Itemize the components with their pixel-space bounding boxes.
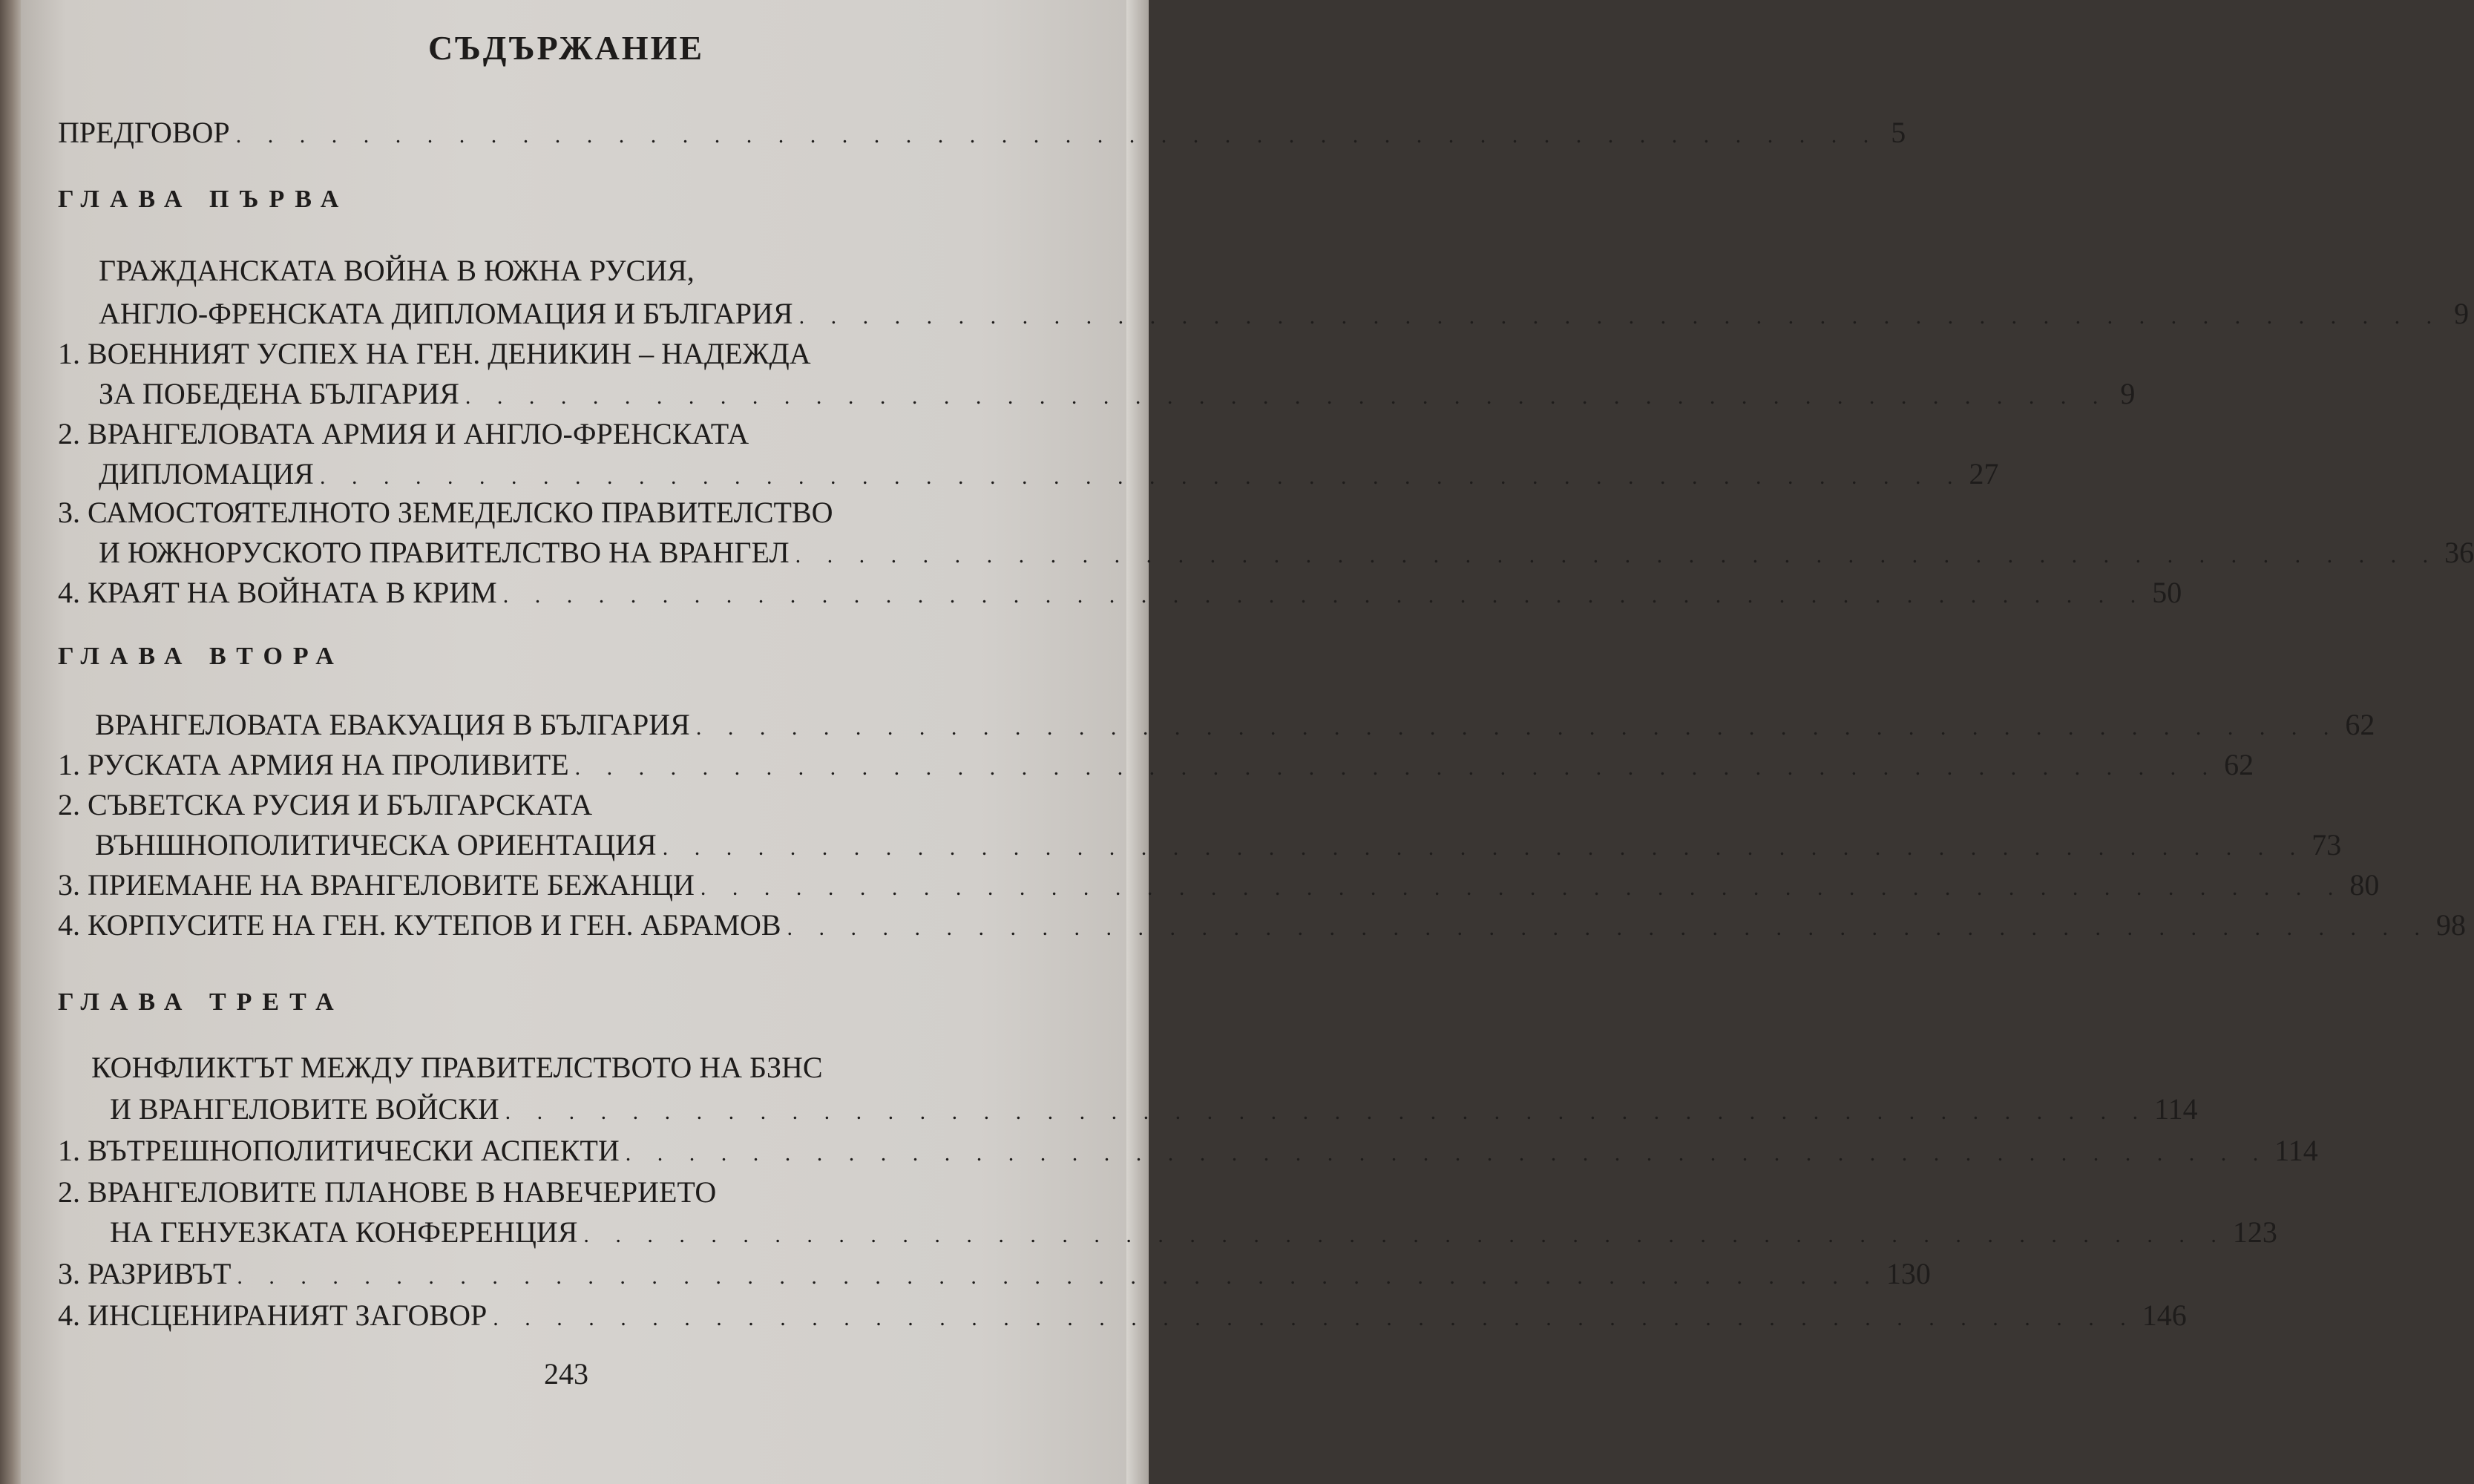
toc-page-number: 36 bbox=[2444, 536, 2474, 569]
dot-leader: . . . . . . . . . . . . . . . . . . . . . . . . . . . . . . . . . . . . . . . . . . . . . . . . . . . . bbox=[235, 123, 1880, 148]
toc-entry-section bbox=[58, 905, 2467, 948]
toc-entry-chapter-title bbox=[99, 294, 2470, 337]
dot-leader: . . . . . . . . . . . . . . . . . . . . . . . . . . . . . . . . . . . . . . . . . . . . . . . . . . . . bbox=[795, 543, 2439, 568]
toc-entry-label: 1. РУСКАТА АРМИЯ НА ПРОЛИВИТЕ bbox=[58, 748, 569, 781]
chapter-heading: ГЛАВА ПЪРВА bbox=[58, 186, 350, 213]
dot-leader: . . . . . . . . . . . . . . . . . . . . . . . . . . . . . . . . . . . . . . . . . . . . . . . . . . . . bbox=[662, 835, 2306, 860]
toc-entry-section bbox=[58, 573, 2182, 616]
toc-entry-chapter-title bbox=[95, 705, 2375, 748]
page-title: СЪДЪРЖАНИЕ bbox=[427, 29, 705, 67]
toc-page-number: 5 bbox=[1891, 116, 1906, 149]
toc-page-number: 62 bbox=[2224, 748, 2254, 781]
toc-page-number: 114 bbox=[2274, 1134, 2318, 1167]
toc-page-number: 130 bbox=[1886, 1257, 1931, 1290]
section-line: 2. СЪВЕТСКА РУСИЯ И БЪЛГАРСКАТА bbox=[58, 788, 593, 821]
toc-entry-section bbox=[58, 1254, 1931, 1297]
toc-page-number: 62 bbox=[2345, 708, 2375, 741]
toc-page-number: 80 bbox=[2349, 868, 2380, 902]
toc-page-number: 98 bbox=[2436, 908, 2467, 942]
dot-leader: . . . . . . . . . . . . . . . . . . . . . . . . . . . . . . . . . . . . . . . . . . . . . . . . . . . . bbox=[465, 384, 2109, 409]
toc-entry-label: 3. РАЗРИВЪТ bbox=[58, 1257, 232, 1290]
toc-entry-label: НА ГЕНУЕЗКАТА КОНФЕРЕНЦИЯ bbox=[110, 1215, 578, 1249]
chapter-title-line: ГРАЖДАНСКАТА ВОЙНА В ЮЖНА РУСИЯ, bbox=[99, 254, 695, 287]
toc-entry-section bbox=[58, 1296, 2187, 1339]
section-line: 2. ВРАНГЕЛОВАТА АРМИЯ И АНГЛО-ФРЕНСКАТА bbox=[58, 417, 749, 450]
toc-page-number: 9 bbox=[2454, 297, 2470, 330]
toc-entry-section bbox=[99, 533, 2474, 576]
toc-entry-section bbox=[58, 745, 2254, 788]
toc-entry-section bbox=[58, 865, 2380, 908]
section-line: 3. САМОСТОЯТЕЛНОТО ЗЕМЕДЕЛСКО ПРАВИТЕЛСТВО bbox=[58, 496, 833, 529]
dot-leader: . . . . . . . . . . . . . . . . . . . . . . . . . . . . . . . . . . . . . . . . . . . . . . . . . . . . bbox=[787, 916, 2431, 940]
toc-entry-section bbox=[95, 825, 2342, 868]
dot-leader: . . . . . . . . . . . . . . . . . . . . . . . . . . . . . . . . . . . . . . . . . . . . . . . . . . . . bbox=[700, 876, 2344, 900]
toc-entry-section bbox=[99, 454, 1999, 497]
dot-leader: . . . . . . . . . . . . . . . . . . . . . . . . . . . . . . . . . . . . . . . . . . . . . . . . . . . . bbox=[625, 1141, 2269, 1166]
toc-entry-label: АНГЛО-ФРЕНСКАТА ДИПЛОМАЦИЯ И БЪЛГАРИЯ bbox=[99, 297, 793, 330]
toc-page-number: 50 bbox=[2152, 576, 2182, 609]
toc-entry-preface bbox=[58, 113, 1906, 156]
toc-entry-label: И ВРАНГЕЛОВИТЕ ВОЙСКИ bbox=[110, 1092, 499, 1126]
section-line: 1. ВОЕННИЯТ УСПЕХ НА ГЕН. ДЕНИКИН – НАДЕЖДА bbox=[58, 337, 811, 370]
toc-entry-label: 4. КОРПУСИТЕ НА ГЕН. КУТЕПОВ И ГЕН. АБРАМОВ bbox=[58, 908, 781, 942]
toc-entry-section bbox=[58, 1131, 2318, 1174]
toc-entry-label: И ЮЖНОРУСКОТО ПРАВИТЕЛСТВО НА ВРАНГЕЛ bbox=[99, 536, 790, 569]
toc-entry-label: ВЪНШНОПОЛИТИЧЕСКА ОРИЕНТАЦИЯ bbox=[95, 828, 657, 861]
toc-page-number: 114 bbox=[2154, 1092, 2198, 1126]
dot-leader: . . . . . . . . . . . . . . . . . . . . . . . . . . . . . . . . . . . . . . . . . . . . . . . . . . . . bbox=[502, 583, 2147, 608]
toc-page-number: 9 bbox=[2120, 377, 2136, 410]
toc-entry-label: 1. ВЪТРЕШНОПОЛИТИЧЕСКИ АСПЕКТИ bbox=[58, 1134, 620, 1167]
dot-leader: . . . . . . . . . . . . . . . . . . . . . . . . . . . . . . . . . . . . . . . . . . . . . . . . . . . . bbox=[695, 715, 2340, 740]
toc-entry-section bbox=[99, 374, 2136, 417]
book-gutter-shadow bbox=[0, 0, 21, 1484]
toc-entry-label: ДИПЛОМАЦИЯ bbox=[99, 457, 314, 490]
chapter-heading: ГЛАВА ТРЕТА bbox=[58, 988, 344, 1016]
dot-leader: . . . . . . . . . . . . . . . . . . . . . . . . . . . . . . . . . . . . . . . . . . . . . . . . . . . . bbox=[493, 1306, 2136, 1330]
toc-entry-label: ЗА ПОБЕДЕНА БЪЛГАРИЯ bbox=[99, 377, 459, 410]
toc-entry-label: 4. КРАЯТ НА ВОЙНАТА В КРИМ bbox=[58, 576, 497, 609]
section-line: 2. ВРАНГЕЛОВИТЕ ПЛАНОВЕ В НАВЕЧЕРИЕТО bbox=[58, 1175, 717, 1209]
book-page bbox=[21, 0, 2474, 1484]
dot-leader: . . . . . . . . . . . . . . . . . . . . . . . . . . . . . . . . . . . . . . . . . . . . . . . . . . . . bbox=[574, 755, 2219, 780]
toc-page-number: 146 bbox=[2142, 1298, 2187, 1332]
page-number-footer: 243 bbox=[544, 1357, 588, 1391]
dot-leader: . . . . . . . . . . . . . . . . . . . . . . . . . . . . . . . . . . . . . . . . . . . . . . . . . . . . bbox=[583, 1223, 2227, 1247]
toc-entry-label: 4. ИНСЦЕНИРАНИЯТ ЗАГОВОР bbox=[58, 1298, 488, 1332]
toc-page-number: 123 bbox=[2232, 1215, 2277, 1249]
toc-entry-chapter-title bbox=[110, 1089, 2198, 1132]
toc-entry-label: ПРЕДГОВОР bbox=[58, 116, 230, 149]
dot-leader: . . . . . . . . . . . . . . . . . . . . . . . . . . . . . . . . . . . . . . . . . . . . . . . . . . . . bbox=[505, 1100, 2149, 1124]
toc-entry-label: ВРАНГЕЛОВАТА ЕВАКУАЦИЯ В БЪЛГАРИЯ bbox=[95, 708, 690, 741]
chapter-title-line: КОНФЛИКТЪТ МЕЖДУ ПРАВИТЕЛСТВОТО НА БЗНС bbox=[91, 1051, 823, 1084]
toc-page-number: 27 bbox=[1969, 457, 1999, 490]
dot-leader: . . . . . . . . . . . . . . . . . . . . . . . . . . . . . . . . . . . . . . . . . . . . . . . . . . . . bbox=[798, 304, 2443, 329]
dot-leader: . . . . . . . . . . . . . . . . . . . . . . . . . . . . . . . . . . . . . . . . . . . . . . . . . . . . bbox=[319, 464, 1963, 489]
toc-entry-section bbox=[110, 1212, 2277, 1255]
toc-page-number: 73 bbox=[2311, 828, 2342, 861]
dot-leader: . . . . . . . . . . . . . . . . . . . . . . . . . . . . . . . . . . . . . . . . . . . . . . . . . . . . bbox=[237, 1264, 1880, 1289]
toc-entry-label: 3. ПРИЕМАНЕ НА ВРАНГЕЛОВИТЕ БЕЖАНЦИ bbox=[58, 868, 695, 902]
chapter-heading: ГЛАВА ВТОРА bbox=[58, 643, 344, 670]
